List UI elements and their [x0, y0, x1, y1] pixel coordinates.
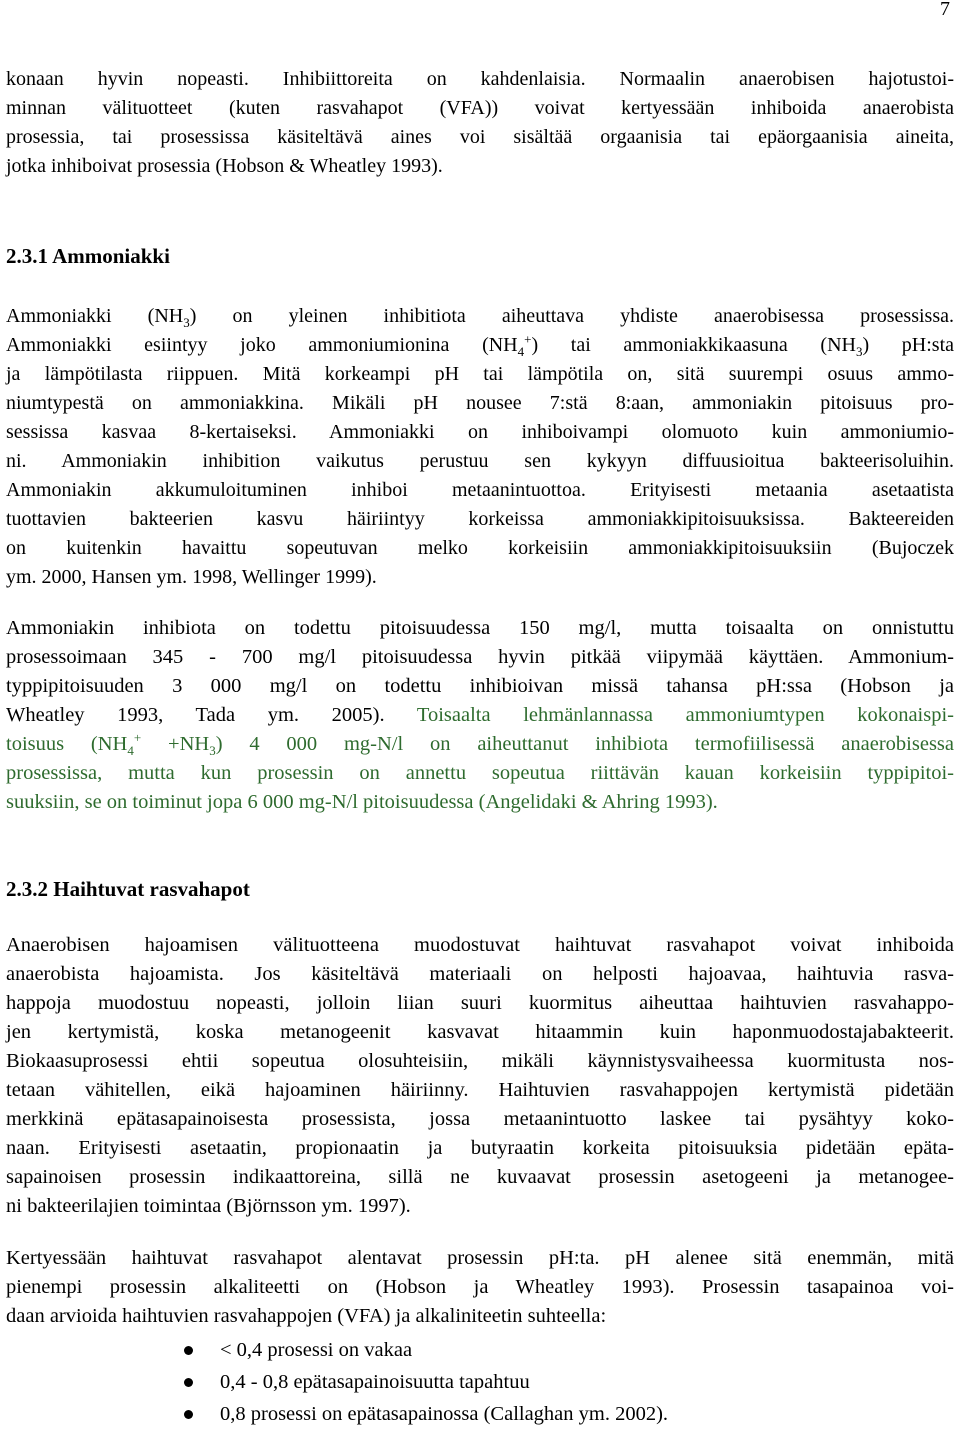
- text-line: jotka inhiboivat prosessia (Hobson & Wheatley 1993).: [6, 155, 443, 177]
- text-line: tuottavien bakteerien kasvu häiriintyy korkeissa ammoniakkipitoisuuksissa. Bakteereiden: [6, 508, 954, 530]
- text-line: toisuus $(NH_4^+ +NH_3)$ 4 000 mg-N/l on aiheuttanut inhibiota termofiilisessä anaerobisessa: [6, 730, 955, 759]
- section-heading-ammoniakki: 2.3.1 Ammoniakki: [6, 244, 170, 268]
- text-line: naan. Erityisesti asetaatin, propionaatin ja butyraatin korkeita pitoisuuksia pidetään epäta-: [6, 1137, 954, 1159]
- text-line: happoja muodostuu nopeasti, jolloin liian suuri kuormitus aiheuttaa haihtuvien rasvahappo-: [6, 992, 954, 1014]
- text-line: daan arvioida haihtuvien rasvahappojen (VFA) ja alkaliniteetin suhteella:: [6, 1305, 607, 1327]
- text-line: pienempi prosessin alkaliteetti on (Hobson ja Wheatley 1993). Prosessin tasapainoa voi-: [6, 1276, 954, 1298]
- text-line: Ammoniakki $(NH_3)$ on yleinen inhibitiota aiheuttava yhdiste anaerobisessa prosessissa.: [6, 305, 954, 330]
- text-line: niumtypestä on ammoniakkina. Mikäli pH nousee 7:stä 8:aan, ammoniakin pitoisuus pro-: [6, 392, 954, 414]
- section-heading-haihtuvat-rasvahapot: 2.3.2 Haihtuvat rasvahapot: [6, 877, 250, 901]
- text-line: merkkinä epätasapainoisesta prosessista, jossa metaanintuotto laskee tai pysähtyy koko-: [6, 1108, 954, 1130]
- bullet-icon: [184, 1410, 193, 1419]
- text-line: Biokaasuprosessi ehtii sopeutua olosuhteisiin, mikäli käynnistysvaiheessa kuormitusta nos-: [6, 1050, 954, 1072]
- text-line: prosessia, tai prosessissa käsiteltävä aines voi sisältää orgaanisia tai epäorgaanisia aineita,: [6, 126, 954, 148]
- text-line: sapainoisen prosessin indikaattoreina, sillä ne kuvaavat prosessin asetogeeni ja metanogee-: [6, 1166, 954, 1188]
- text-line: suuksiin, se on toiminut jopa 6 000 mg-N/l pitoisuudessa (Angelidaki & Ahring 1993).: [6, 791, 718, 813]
- text-line: ja lämpötilasta riippuen. Mitä korkeampi pH tai lämpötila on, sitä suurempi osuus ammo-: [6, 363, 954, 385]
- text-line: jen kertymistä, koska metanogeenit kasvavat hitaammin kuin haponmuodostajabakteerit.: [6, 1021, 954, 1043]
- bullet-icon: [184, 1378, 193, 1387]
- text-line: Wheatley 1993, Tada ym. 2005). Toisaalta lehmänlannassa ammoniumtypen kokonaispi-: [6, 704, 954, 726]
- text-line: on kuitenkin havaittu sopeutuvan melko korkeisiin ammoniakkipitoisuuksiin (Bujoczek: [6, 537, 954, 559]
- text-line: Kertyessään haihtuvat rasvahapot alentavat prosessin pH:ta. pH alenee sitä enemmän, mitä: [6, 1247, 954, 1269]
- page-number: 7: [940, 0, 950, 20]
- text-line: konaan hyvin nopeasti. Inhibiittoreita on kahdenlaisia. Normaalin anaerobisen hajotustoi-: [6, 68, 954, 90]
- text-line: Ammoniakin inhibiota on todettu pitoisuudessa 150 mg/l, mutta toisaalta on onnistuttu: [6, 617, 954, 639]
- text-line: Ammoniakin akkumuloituminen inhiboi metaanintuottoa. Erityisesti metaania asetaatista: [6, 479, 954, 501]
- text-line: ni. Ammoniakin inhibition vaikutus perustuu sen kykyyn diffuusioitua bakteerisoluihin.: [6, 450, 954, 472]
- text-line: sessissa kasvaa 8-kertaiseksi. Ammoniakki on inhiboivampi olomuoto kuin ammoniumio-: [6, 421, 954, 443]
- ammoniakki-paragraph: [6, 302, 954, 592]
- text-line: ni bakteerilajien toimintaa (Björnsson ym. 1997).: [6, 1195, 411, 1217]
- text-line: Anaerobisen hajoamisen välituotteena muodostuvat haihtuvat rasvahapot voivat inhiboida: [6, 934, 954, 956]
- text-line: tetaan vähitellen, eikä hajoaminen häiriinny. Haihtuvien rasvahappojen kertymistä pidetään: [6, 1079, 954, 1101]
- ph-paragraph: [6, 1244, 954, 1331]
- inhibition-levels-paragraph: [6, 614, 954, 817]
- text-line: Ammoniakki esiintyy joko ammoniumionina $(NH_4^+)$ tai ammoniakkikaasuna $(NH_3)$ pH:sta: [6, 331, 954, 359]
- text-line: prosessoimaan 345 - 700 mg/l pitoisuudessa hyvin pitkää viipymää käyttäen. Ammonium-: [6, 646, 954, 668]
- text-line: ym. 2000, Hansen ym. 1998, Wellinger 1999).: [6, 566, 377, 588]
- document-page: 7 konaan hyvin nopeasti. Inhibiittoreita on kahdenlaisia. Normaalin anaerobisen hajotustoi- minnan välituotteet (kuten rasvahapot (VFA)) voivat kertyessään inhiboida anaerobista prosessia, tai prosessissa käsiteltävä aines voi sisältää orgaanisia tai epäorgaanisia aineita, jotka inhiboivat prosessia (Hobson & Wheatley 1993). 2.3.1 Ammoniakki Ammoniakki $(NH_3)$ on yleinen inhibitiota aiheuttava yhdiste anaerobisessa prosessissa. Ammoniakki esiintyy joko ammoniumionina $(NH_4^+)$ tai ammoniakkikaasuna $(NH_3)$ pH:sta ja lämpötilasta riippuen. Mitä korkeampi pH tai lämpötila on, sitä suurempi osuus ammo- niumtypestä on ammoniakkina. Mikäli pH nousee 7:stä 8:aan, ammoniakin pitoisuus pro- sessissa kasvaa 8-kertaiseksi. Ammoniakki on inhiboivampi olomuoto kuin ammoniumio- ni. Ammoniakin inhibition vaikutus perustuu sen kykyyn diffuusioitua bakteerisoluihin. Ammoniakin akkumuloituminen inhiboi metaanintuottoa. Erityisesti metaania asetaatista tuottavien bakteerien kasvu häiriintyy korkeissa ammoniakkipitoisuuksissa. Bakteereiden on kuitenkin havaittu sopeutuvan melko korkeisiin ammoniakkipitoisuuksiin (Bujoczek ym. 2000, Hansen ym. 1998, Wellinger 1999). Ammoniakin inhibiota on todettu pitoisuudessa 150 mg/l, mutta toisaalta on onnistuttu prosessoimaan 345 - 700 mg/l pitoisuudessa hyvin pitkää viipymää käyttäen. Ammonium- typpipitoisuuden 3 000 mg/l on todettu inhibioivan missä tahansa pH:ssa (Hobson ja Wheatley 1993, Tada ym. 2005). Toisaalta lehmänlannassa ammoniumtypen kokonaispi- toisuus $(NH_4^+ +NH_3)$ 4 000 mg-N/l on aiheuttanut inhibiota termofiilisessä anaerobisessa prosessissa, mutta kun prosessin on annettu sopeutua riittävän kauan korkeisiin typpipitoi- suuksiin, se on toiminut jopa 6 000 mg-N/l pitoisuudessa (Angelidaki & Ahring 1993). 2.3.2 Haihtuvat rasvahapot Anaerobisen hajoamisen välituotteena muodostuvat haihtuvat rasvahapot voivat inhiboida anaerobista hajoamista. Jos käsiteltävä materiaali on helposti hajoavaa, haihtuvia rasva- happoja muodostuu nopeasti, jolloin liian suuri kuormitus aiheuttaa haihtuvien rasvahappo- jen kertymistä, koska metanogeenit kasvavat hitaammin kuin haponmuodostajabakteerit. Biokaasuprosessi ehtii sopeutua olosuhteisiin, mikäli käynnistysvaiheessa kuormitusta nos- tetaan vähitellen, eikä hajoaminen häiriinny. Haihtuvien rasvahappojen kertymistä pidetään merkkinä epätasapainoisesta prosessista, jossa metaanintuotto laskee tai pysähtyy koko- naan. Erityisesti asetaatin, propionaatin ja butyraatin korkeita pitoisuuksia pidetään epäta- sapainoisen prosessin indikaattoreina, sillä ne kuvaavat prosessin asetogeeni ja metanogee- ni bakteerilajien toimintaa (Björnsson ym. 1997). Kertyessään haihtuvat rasvahapot alentavat prosessin pH:ta. pH alenee sitä enemmän, mitä pienempi prosessin alkaliteetti on (Hobson ja Wheatley 1993). Prosessin tasapainoa voi- daan arvioida haihtuvien rasvahappojen (VFA) ja alkaliniteetin suhteella: < 0,4 prosessi on vakaa 0,4 - 0,8 epätasapainoisuutta tapahtuu 0,8 prosessi on epätasapainossa (Callaghan ym. 2002).: [6, 0, 955, 1425]
- text-line: minnan välituotteet (kuten rasvahapot (VFA)) voivat kertyessään inhiboida anaerobista: [6, 97, 954, 119]
- text-line: anaerobista hajoamista. Jos käsiteltävä materiaali on helposti hajoavaa, haihtuvia rasva-: [6, 963, 954, 985]
- intro-paragraph: [6, 65, 954, 181]
- vfa-paragraph: [6, 931, 954, 1221]
- text-line: typpipitoisuuden 3 000 mg/l on todettu inhibioivan missä tahansa pH:ssa (Hobson ja: [6, 675, 954, 697]
- bullet-icon: [184, 1346, 193, 1355]
- text-line: prosessissa, mutta kun prosessin on annettu sopeutua riittävän kauan korkeisiin typpipitoi-: [6, 762, 954, 784]
